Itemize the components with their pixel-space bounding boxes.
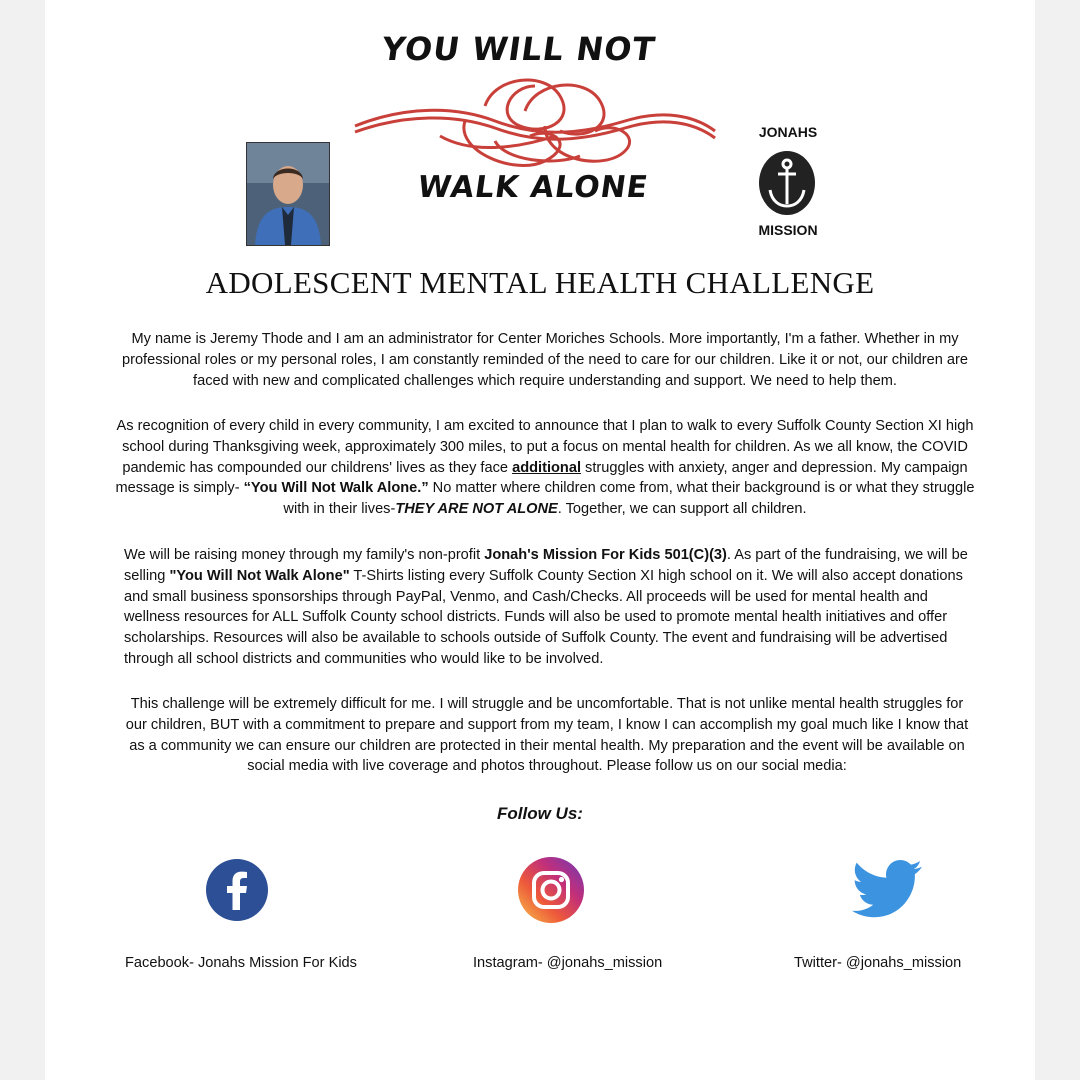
follow-heading: Follow Us:: [497, 804, 583, 823]
facebook-label[interactable]: Facebook- Jonahs Mission For Kids: [125, 955, 357, 971]
challenge-paragraph: This challenge will be extremely difficult for me. I will struggle and be uncomfortable. That is not unlike mental health struggles for our children, BUT with a commitment to prepare and support from my team, I know I can accomplish my goal much like I know that as a community we can ensure our children are protected in their mental health. My preparation and the event will be available on social media with live coverage and photos throughout. Please follow us on our social media:: [125, 696, 969, 775]
facebook-icon[interactable]: [205, 858, 269, 922]
twitter-icon[interactable]: [852, 860, 922, 918]
twitter-label[interactable]: Twitter- @jonahs_mission: [794, 955, 962, 971]
emphasis-text: additional: [512, 459, 581, 476]
org-logo-title: JONAHS: [758, 124, 818, 140]
tshirt-name: "You Will Not Walk Alone": [169, 567, 350, 584]
fundraising-paragraph: [124, 545, 970, 670]
campaign-message: “You Will Not Walk Alone.”: [243, 480, 429, 497]
text-span: . Together, we can support all children.: [557, 501, 807, 518]
text-span: T-Shirts listing every Suffolk County Section XI high school on it. We will also accept donations and small business sponsorships through PayPal, Venmo, and Cash/Checks. All proceeds will be used for mental health and wellness resources for ALL Suffolk County school districts. Funds will also be used to promote mental health initiatives and offer scholarships. Resources will also be available to schools outside of Suffolk County. The event and fundraising will be advertised through all school districts and communities who would like to be involved.: [124, 567, 963, 667]
org-logo-subtitle: MISSION: [758, 222, 818, 238]
intro-paragraph: My name is Jeremy Thode and I am an administrator for Center Moriches Schools. More importantly, I'm a father. Whether in my professional roles or my personal roles, I am constantly reminded of the need to care for our children. Like it or not, our children are faced with new and complicated challenges which require understanding and support. We need to help them.: [121, 331, 969, 389]
logo-text-bottom: WALK ALONE: [415, 170, 651, 205]
portrait-image: [247, 143, 329, 245]
announcement-paragraph: [112, 416, 978, 520]
logo-text-top: YOU WILL NOT: [379, 30, 658, 68]
person-portrait-photo: [246, 142, 330, 246]
text-span: . As part of the fundraising, we will be selling: [124, 547, 968, 584]
instagram-label[interactable]: Instagram- @jonahs_mission: [473, 955, 663, 971]
rope-knot-icon: [345, 66, 725, 186]
page-title: ADOLESCENT MENTAL HEALTH CHALLENGE: [205, 265, 875, 300]
anchor-icon: [758, 150, 816, 216]
text-span: As recognition of every child in every community, I am excited to announce that I plan to walk to every Suffolk County Section XI high school during Thanksgiving week, approximately 300 miles, to put a focus on mental health for children. As we all know, the COVID pandemic has compounded our childrens' lives as they face: [116, 418, 974, 476]
text-span: We will be raising money through my family's non-profit: [124, 547, 485, 563]
instagram-icon[interactable]: [517, 856, 585, 924]
emphasis-text: THEY ARE NOT ALONE: [395, 501, 558, 518]
text-span: No matter where children come from, what their background is or what they struggle with in their lives-: [283, 480, 975, 518]
text-span: struggles with anxiety, anger and depression. My campaign message is simply-: [115, 459, 968, 497]
nonprofit-name: Jonah's Mission For Kids 501(C)(3): [484, 547, 727, 563]
